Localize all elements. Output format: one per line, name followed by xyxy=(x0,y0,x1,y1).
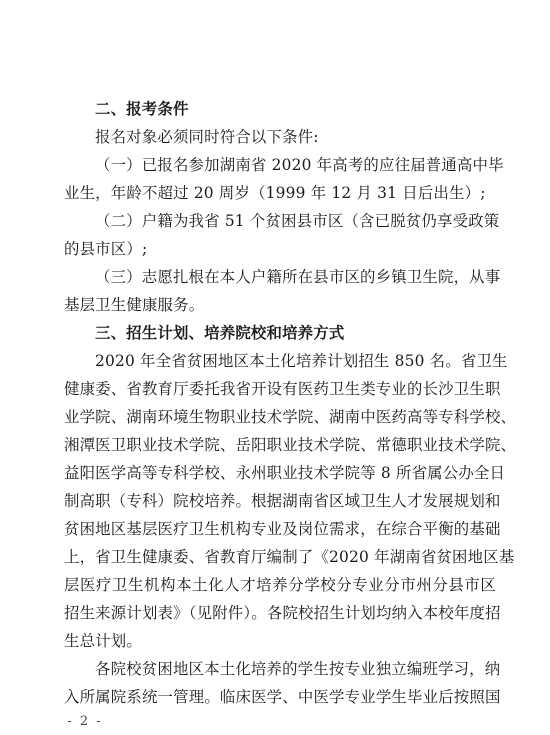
paragraph-line: 生总计划。 xyxy=(64,632,142,650)
paragraph-line: 贫困地区基层医疗卫生机构专业及岗位需求，在综合平衡的基础 xyxy=(64,520,501,538)
requirement-1-line-1: （一）已报名参加湖南省 2020 年高考的应往届普通高中毕 xyxy=(95,156,504,174)
requirement-2-line-1: （二）户籍为我省 51 个贫困县市区（含已脱贫仍享受政策 xyxy=(95,212,500,230)
paragraph-line: 制高职（专科）院校培养。根据湖南省区域卫生人才发展规划和 xyxy=(64,492,501,510)
paragraph-line: 2020 年全省贫困地区本土化培养计划招生 850 名。省卫生 xyxy=(95,352,508,370)
requirements-intro: 报名对象必须同时符合以下条件: xyxy=(95,128,319,146)
page-number: - 2 - xyxy=(67,714,103,729)
paragraph-line: 招生来源计划表》（见附件）。各院校招生计划均纳入本校年度招 xyxy=(64,604,501,622)
requirement-1-line-2: 业生，年龄不超过 20 周岁（1999 年 12 月 31 日后出生）; xyxy=(64,184,486,202)
requirement-3-line-2: 基层卫生健康服务。 xyxy=(64,296,205,314)
paragraph-line: 益阳医学高等专科学校、永州职业技术学院等 8 所省属公办全日 xyxy=(64,464,506,482)
paragraph-line: 湘潭医卫职业技术学院、岳阳职业技术学院、常德职业技术学院、 xyxy=(64,436,517,454)
section-heading-enrollment-plan: 三、招生计划、培养院校和培养方式 xyxy=(95,324,345,342)
requirement-3-line-1: （三）志愿扎根在本人户籍所在县市区的乡镇卫生院，从事 xyxy=(95,268,501,286)
paragraph-line: 入所属院系统一管理。临床医学、中医学专业学生毕业后按照国 xyxy=(64,688,501,706)
paragraph-line: 层医疗卫生机构本土化人才培养分学校分专业分市州分县市区 xyxy=(64,576,496,594)
paragraph-line: 上，省卫生健康委、省教育厅编制了《2020 年湖南省贫困地区基 xyxy=(64,548,515,566)
section-heading-requirements: 二、报考条件 xyxy=(95,100,189,118)
requirement-2-line-2: 的县市区）; xyxy=(64,240,148,258)
paragraph-line: 业学院、湖南环境生物职业技术学院、湖南中医药高等专科学校、 xyxy=(64,408,517,426)
paragraph-line: 各院校贫困地区本土化培养的学生按专业独立编班学习，纳 xyxy=(95,660,501,678)
paragraph-line: 健康委、省教育厅委托我省开设有医药卫生类专业的长沙卫生职 xyxy=(64,380,501,398)
